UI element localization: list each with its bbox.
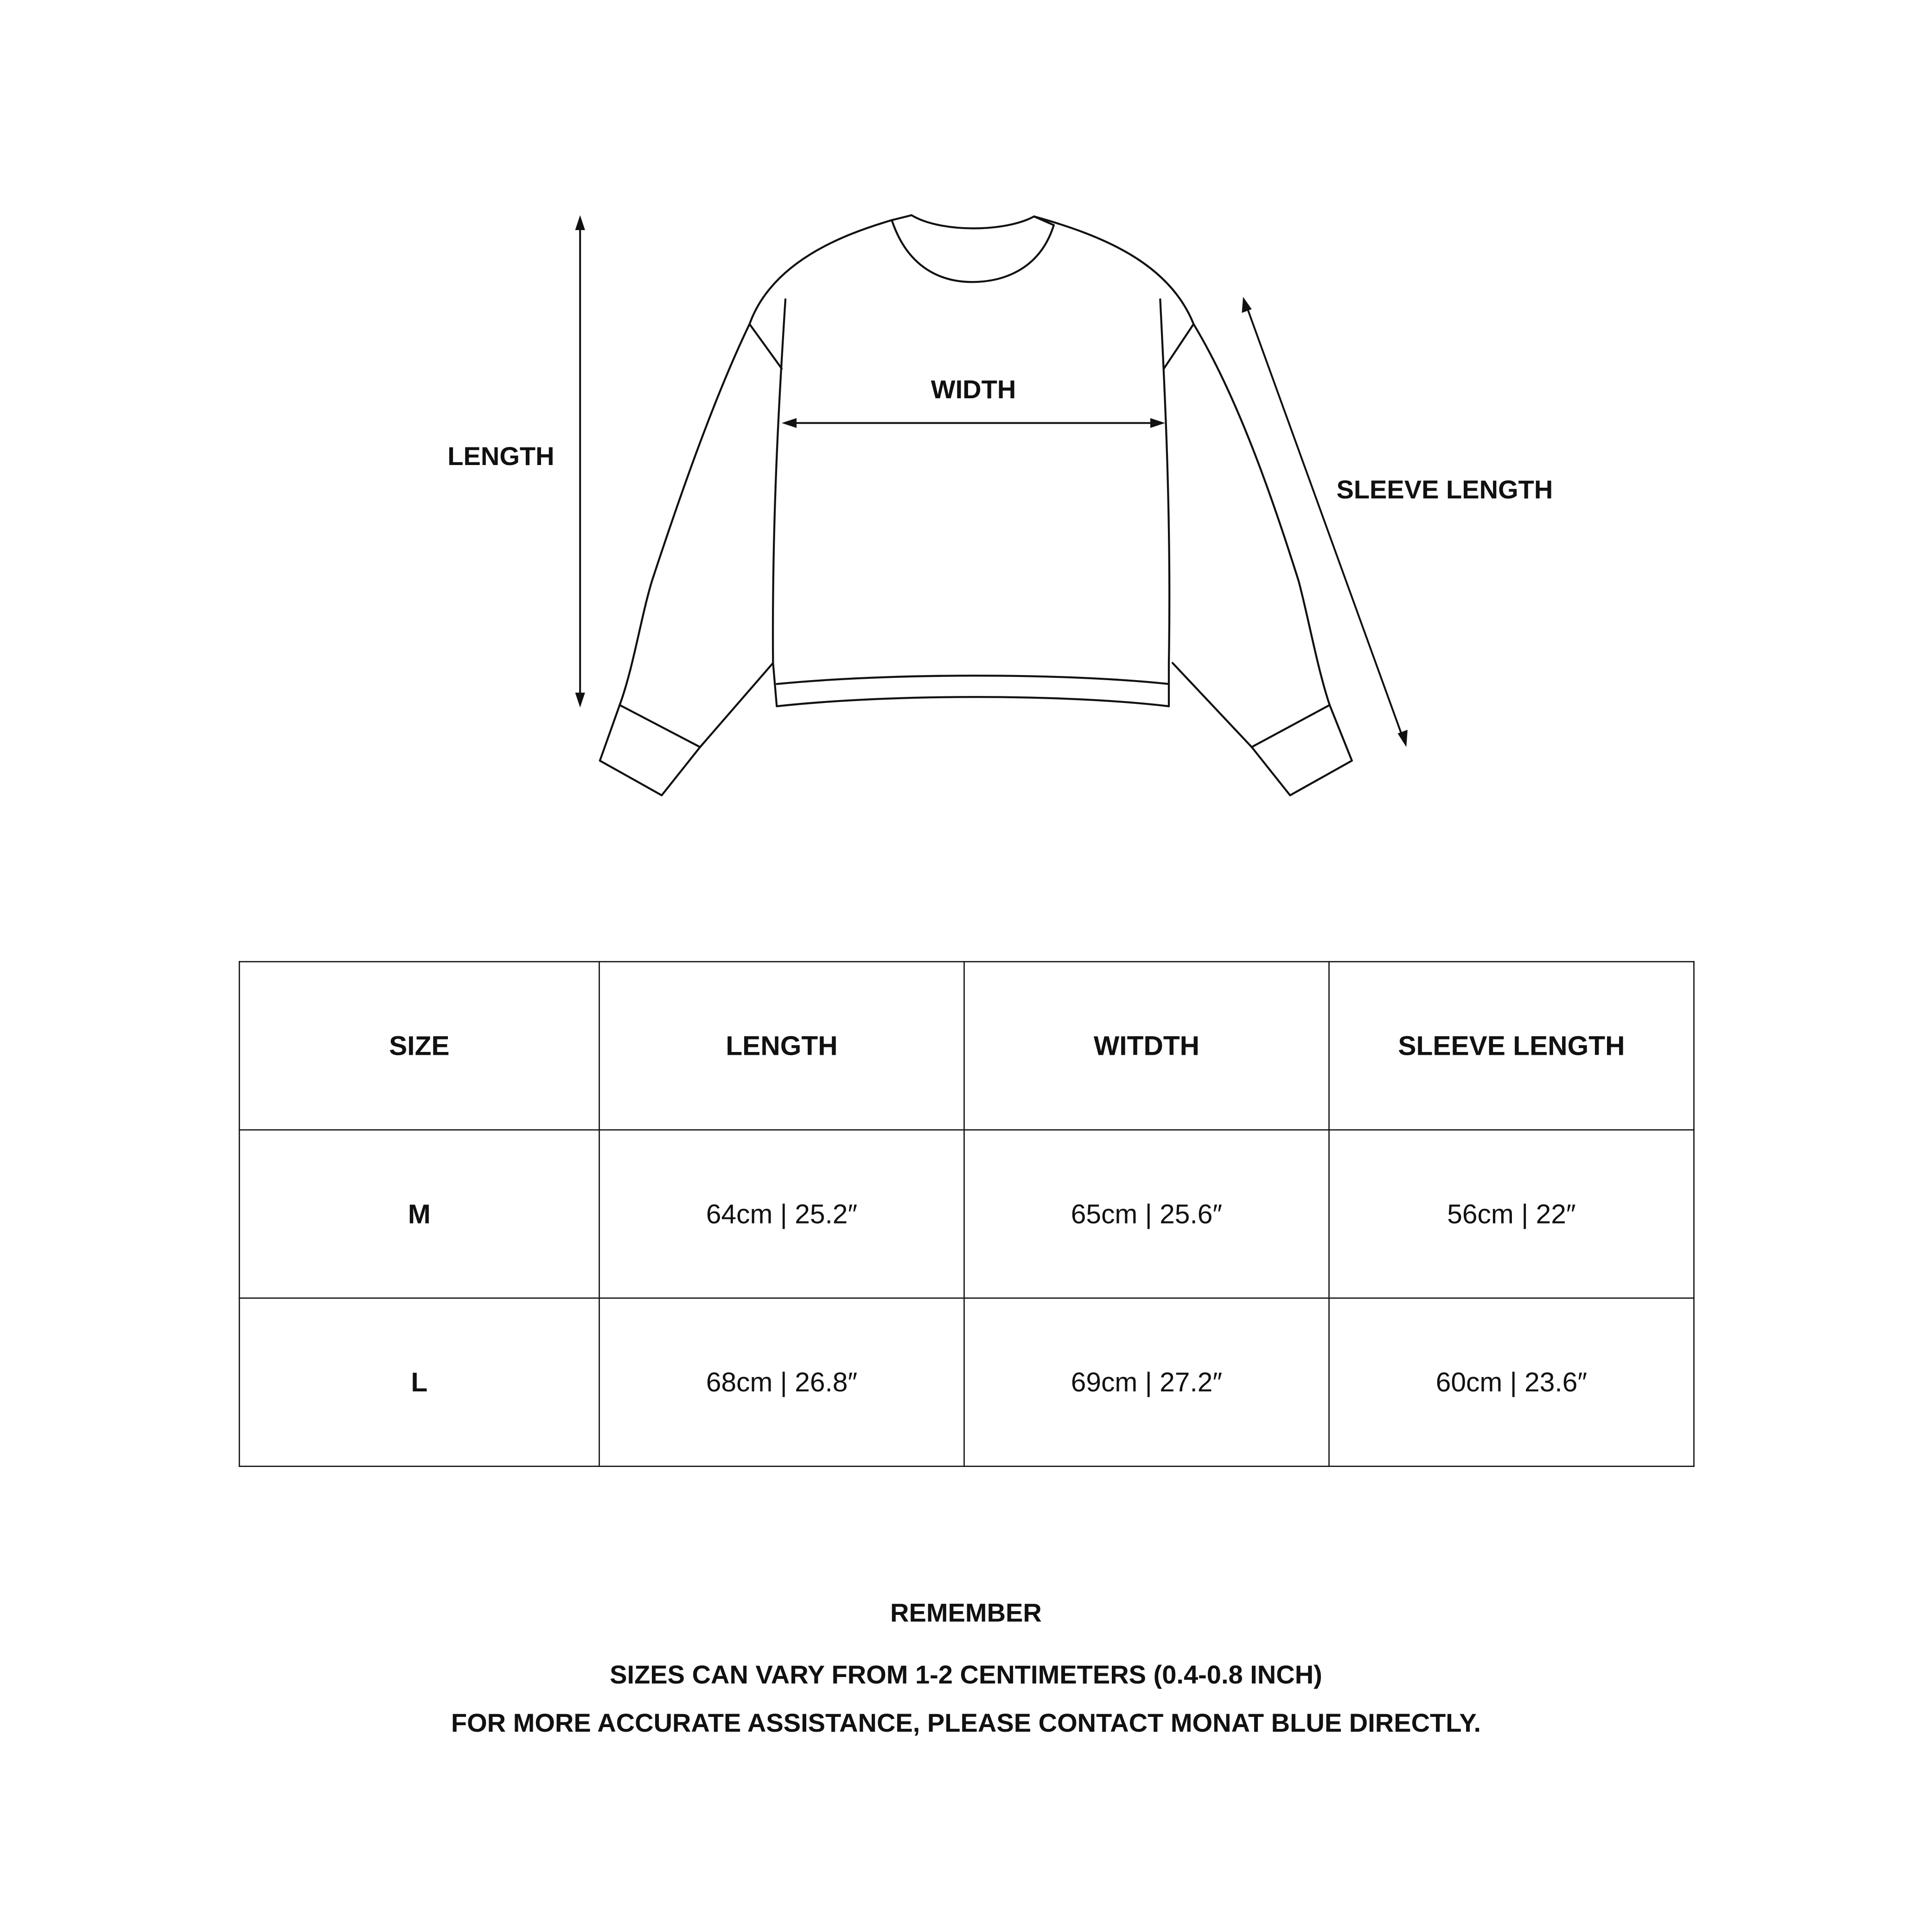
- sleeve-length-dimension: [1242, 297, 1553, 747]
- length-cell: 64cm | 25.2″: [599, 1130, 964, 1298]
- table-row: [239, 1298, 1694, 1467]
- length-label: LENGTH: [447, 441, 555, 471]
- length-cell: 68cm | 26.8″: [599, 1298, 964, 1467]
- width-arrow-right: [1150, 418, 1165, 428]
- width-cell: 65cm | 25.6″: [964, 1130, 1329, 1298]
- size-table: [239, 961, 1695, 1467]
- left-cuff-line: [620, 705, 700, 747]
- header-width: WITDTH: [964, 962, 1329, 1130]
- hem-bottom: [777, 697, 1169, 706]
- neckline-outer: [892, 220, 1053, 282]
- sleeve-length-label: SLEEVE LENGTH: [1336, 475, 1553, 504]
- size-cell: L: [239, 1298, 599, 1467]
- sweatshirt-body-outline: [600, 217, 1352, 795]
- neck-rib-left: [892, 215, 912, 220]
- right-shoulder-seam: [1164, 324, 1193, 369]
- remember-heading: REMEMBER: [890, 1599, 1042, 1628]
- table-row: [239, 1130, 1694, 1298]
- sleeve-length-cell: 56cm | 22″: [1329, 1130, 1694, 1298]
- width-dimension: [782, 375, 1165, 428]
- body-right-seam: [1160, 300, 1169, 707]
- sleeve-length-cell: 60cm | 23.6″: [1329, 1298, 1694, 1467]
- contact-note: FOR MORE ACCURATE ASSISTANCE, PLEASE CONTACT MONAT BLUE DIRECTLY.: [451, 1709, 1481, 1738]
- size-cell: M: [239, 1130, 599, 1298]
- header-length: LENGTH: [599, 962, 964, 1130]
- sleeve-arrow-line: [1247, 307, 1403, 737]
- sweatshirt-outline: [600, 215, 1352, 795]
- width-cell: 69cm | 27.2″: [964, 1298, 1329, 1467]
- length-arrow-down: [575, 693, 585, 708]
- neckline-inner: [912, 215, 1034, 228]
- size-variance-note: SIZES CAN VARY FROM 1-2 CENTIMETERS (0.4-0.8 INCH): [610, 1661, 1322, 1690]
- header-size: SIZE: [239, 962, 599, 1130]
- sleeve-arrow-down: [1398, 730, 1408, 747]
- header-sleeve-length: SLEEVE LENGTH: [1329, 962, 1694, 1130]
- sweatshirt-diagram: [0, 0, 1932, 866]
- width-label: WIDTH: [931, 375, 1016, 404]
- width-arrow-left: [782, 418, 797, 428]
- length-dimension: [447, 215, 585, 708]
- left-shoulder-seam: [750, 324, 782, 369]
- length-arrow-up: [575, 215, 585, 230]
- table-header-row: [239, 962, 1694, 1130]
- hem-top: [777, 676, 1169, 684]
- right-cuff-line: [1252, 705, 1330, 747]
- sleeve-arrow-up: [1242, 297, 1251, 313]
